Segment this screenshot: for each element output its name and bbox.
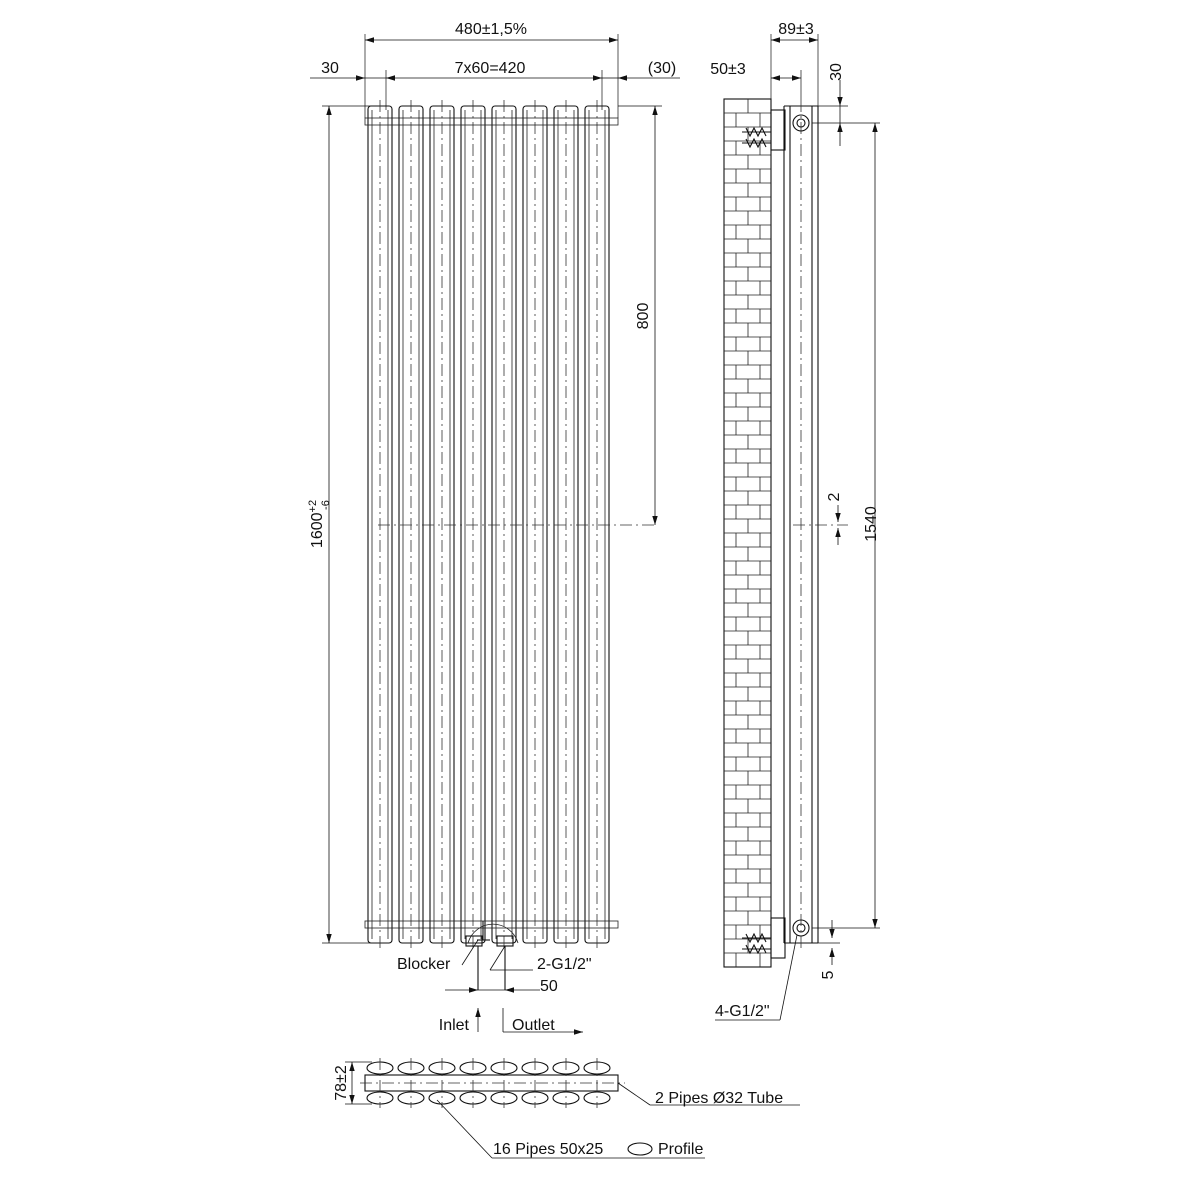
profile-shape-icon <box>628 1143 652 1155</box>
front-view <box>307 21 680 1034</box>
depth-label: 89±3 <box>778 21 814 38</box>
top-view <box>333 1058 800 1158</box>
height-sup-text: +2 <box>307 499 319 513</box>
mid-offset-label: 2 <box>826 492 843 502</box>
top-offset-label: 30 <box>828 63 845 81</box>
side-view <box>710 21 880 1020</box>
inlet-label: Inlet <box>438 1017 469 1034</box>
bracket-spacing-label: 1540 <box>863 506 880 542</box>
profile-label: 16 Pipes 50x25 <box>493 1141 604 1158</box>
top-depth-label: 78±2 <box>333 1065 350 1101</box>
overall-width-label: 480±1,5% <box>455 21 527 38</box>
blocker-leader <box>462 940 478 965</box>
connection-label: 2-G1/2" <box>537 956 592 973</box>
bottom-offset-label: 5 <box>820 970 837 980</box>
outlet-label: Outlet <box>512 1017 555 1034</box>
profile-suffix: Profile <box>658 1141 704 1158</box>
brick-pattern <box>724 99 771 967</box>
top-bracket <box>742 110 809 150</box>
connections-leader <box>780 935 797 1020</box>
connection-leader <box>490 946 505 970</box>
bottom-bracket <box>742 918 809 958</box>
left-offset-label: 30 <box>321 60 339 77</box>
right-offset-label: (30) <box>647 60 677 77</box>
height-sub-text: -6 <box>320 500 332 510</box>
blocker-outline <box>468 924 518 943</box>
connection-nut-right <box>497 936 513 946</box>
half-height-label: 800 <box>635 302 652 330</box>
tube-label: 2 Pipes Ø32 Tube <box>655 1090 784 1107</box>
height-main-text: 1600 <box>309 512 326 549</box>
connections-label: 4-G1/2" <box>715 1003 770 1020</box>
connection-spacing-label: 50 <box>540 978 558 995</box>
overall-height-label <box>307 500 332 548</box>
profile-ellipses <box>367 1058 610 1108</box>
blocker-label: Blocker <box>397 956 451 973</box>
profile-leader <box>437 1100 492 1158</box>
tube-spacing-label: 7x60=420 <box>454 60 526 77</box>
radiator-tubes <box>368 100 609 949</box>
wall-clearance-label: 50±3 <box>710 61 746 78</box>
